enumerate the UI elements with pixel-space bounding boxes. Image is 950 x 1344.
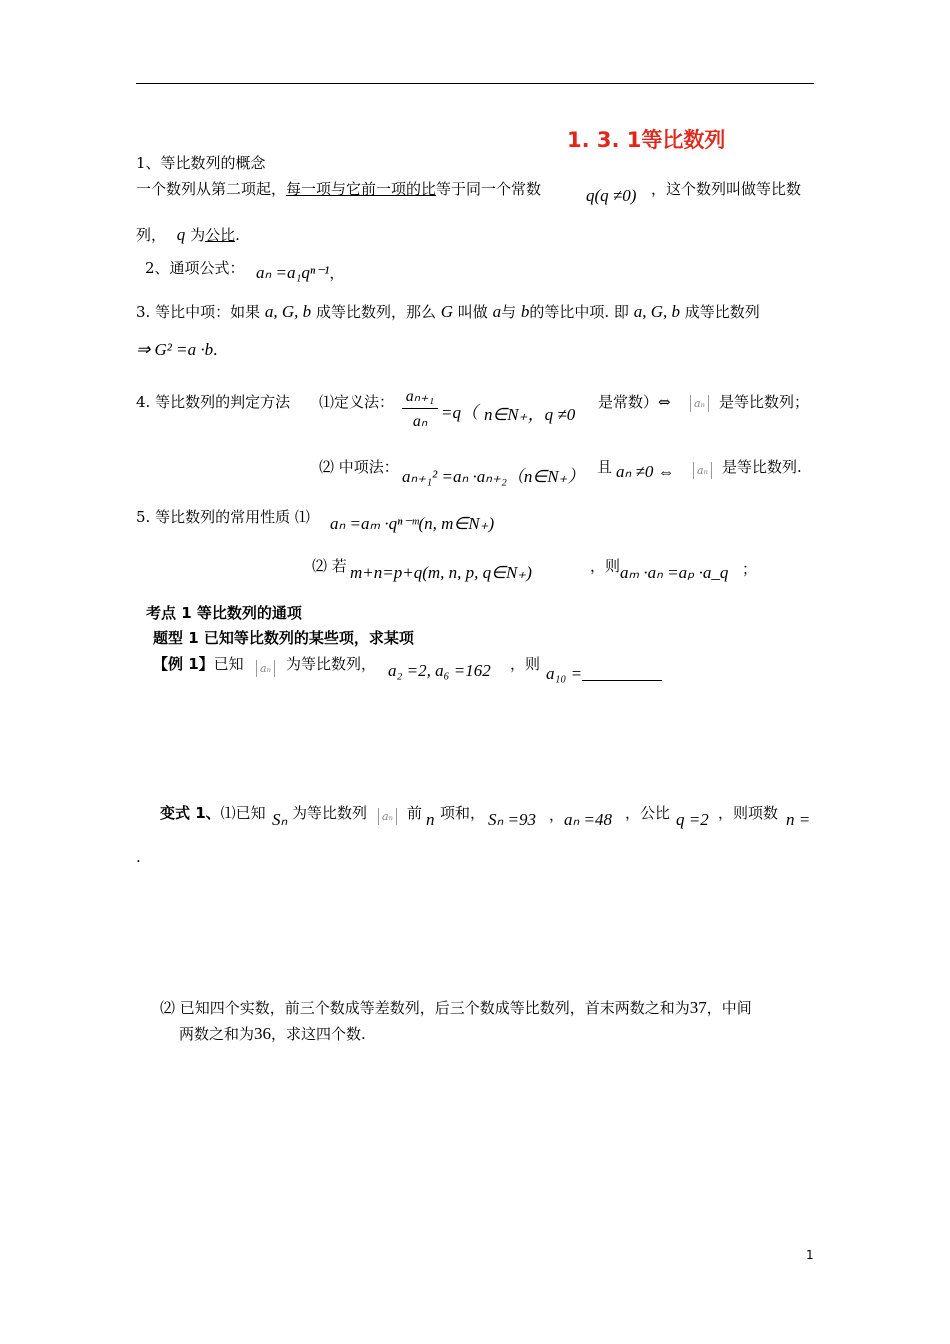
text: ，则 — [510, 655, 541, 673]
answer-blank[interactable] — [582, 670, 662, 681]
section-2-label: 2、通项公式： — [145, 259, 245, 277]
math: b — [520, 302, 530, 321]
section-3-line1 — [136, 301, 760, 322]
math: aₙ =48 — [564, 810, 612, 829]
text: 且 — [597, 458, 613, 476]
math: a, G, b — [264, 302, 312, 321]
text: 是等比数列. — [722, 458, 802, 476]
example-1 — [153, 653, 244, 674]
key-point-heading: 考点 1 等比数列的通项 — [146, 604, 302, 622]
variant-label: 变式 1、 — [160, 804, 221, 822]
text: 叫做 — [457, 303, 488, 321]
set-symbol: aₙ — [690, 395, 709, 412]
text: 成等比数列 — [684, 303, 760, 321]
variant-1 — [160, 802, 266, 823]
text: ； — [742, 560, 758, 578]
question-type-heading: 题型 1 已知等比数列的某些项，求某项 — [153, 629, 414, 647]
text: 前 — [407, 804, 423, 822]
text: ，则 — [590, 557, 621, 575]
text: 是常数）⇔ — [598, 393, 671, 411]
math: a₁₀ = — [546, 664, 583, 683]
text: 已知 — [213, 655, 244, 673]
text: 项和， — [440, 804, 486, 822]
text: 列， — [136, 226, 167, 244]
text: 与 — [501, 303, 517, 321]
fraction-numerator: aₙ₊₁ — [405, 388, 435, 405]
fraction-denominator: aₙ — [412, 413, 428, 430]
math: n — [426, 810, 435, 829]
ratio-fraction — [402, 386, 438, 431]
text: 为 — [190, 226, 206, 244]
property-1-formula: aₙ =aₘ ·qⁿ⁻ᵐ(n, m∈N₊) — [330, 514, 495, 533]
header-rule — [136, 83, 814, 84]
math: G — [440, 302, 454, 321]
text: 一个数列从第二项起， — [136, 180, 287, 198]
page-number: 1 — [806, 1248, 814, 1262]
text: 为等比数列 — [292, 804, 368, 822]
set-symbol: aₙ — [256, 660, 275, 677]
math: q =2 — [676, 810, 709, 829]
text: 等于同一个常数 — [436, 180, 542, 198]
underlined-term: 公比 — [205, 226, 236, 244]
math: a — [492, 302, 502, 321]
section-4-label: 4. 等比数列的判定方法 — [136, 393, 291, 411]
text: ，则项数 — [718, 804, 779, 822]
text: . — [213, 340, 218, 359]
text: 成等比数列，那么 — [315, 303, 436, 321]
sequence-set — [378, 806, 397, 825]
text: ，公比 — [625, 804, 671, 822]
variant-2-line1 — [160, 997, 752, 1018]
fraction-bar — [402, 408, 438, 409]
general-term-formula — [256, 262, 344, 283]
math: a, G, b — [633, 302, 680, 321]
text: ， — [329, 266, 345, 282]
text: 是等比数列； — [719, 393, 810, 411]
middle-term-formula: aₙ₊₁² =aₙ ·aₙ₊₂（n∈N₊） — [402, 467, 585, 486]
math: Sₙ =93 — [488, 810, 536, 829]
method-2-label: ⑵ 中项法： — [319, 458, 399, 476]
given-terms: a₂ =2, a₆ =162 — [388, 661, 491, 680]
method-1-label: ⑴定义法： — [319, 393, 395, 411]
formula: aₙ =a₁qⁿ⁻¹ — [256, 263, 330, 282]
example-label: 【例 1】 — [153, 655, 214, 673]
sequence-set — [256, 658, 275, 677]
math: =q（ — [441, 403, 478, 422]
text: 的等比中项. 即 — [529, 303, 629, 321]
text: ，求这四个数. — [271, 1025, 366, 1043]
property-2-label: ⑵ 若 — [312, 557, 347, 575]
text: . — [136, 848, 141, 866]
section-1-definition-line2 — [136, 224, 240, 245]
math-q: q — [176, 225, 186, 244]
text: ，这个数列叫做等比数 — [651, 180, 802, 198]
math: n = — [786, 810, 811, 829]
text: . — [235, 226, 240, 244]
variant-2-line2 — [179, 1023, 366, 1044]
math-condition: n∈N₊，q ≠0 — [484, 405, 576, 424]
page-title: 1. 3. 1等比数列 — [567, 128, 726, 152]
sequence-set — [690, 393, 709, 412]
number: 36 — [254, 1024, 272, 1043]
text: 两数之和为 — [179, 1025, 255, 1043]
property-2-result: aₘ ·aₙ =aₚ ·a_q — [620, 563, 729, 582]
underlined-text: 每一项与它前一项的比 — [286, 180, 437, 198]
set-symbol: aₙ — [693, 462, 712, 479]
math: Sₙ — [272, 810, 288, 829]
number: 37 — [689, 998, 707, 1017]
section-1-heading: 1、等比数列的概念 — [136, 154, 266, 172]
text: ，中间 — [706, 999, 752, 1017]
math-condition: aₙ ≠0 ⇔ — [616, 462, 675, 481]
math-q-condition: q(q ≠0) — [586, 186, 637, 205]
section-1-definition-line1 — [136, 178, 541, 199]
section-5-label: 5. 等比数列的常用性质 ⑴ — [136, 508, 310, 526]
formula: ⇒ G² =a ·b — [136, 340, 214, 359]
text: ⑵ 已知四个实数，前三个数成等差数列，后三个数成等比数列，首末两数之和为 — [160, 999, 690, 1017]
target-term — [546, 664, 662, 684]
sequence-set — [693, 460, 712, 479]
set-symbol: aₙ — [378, 808, 397, 825]
text: 3. 等比中项：如果 — [136, 303, 261, 321]
property-2-condition: m+n=p+q(m, n, p, q∈N₊) — [350, 563, 532, 582]
text: ， — [549, 806, 565, 824]
text: 为等比数列， — [286, 655, 377, 673]
text: ⑴已知 — [220, 804, 266, 822]
section-3-line2 — [136, 340, 217, 360]
